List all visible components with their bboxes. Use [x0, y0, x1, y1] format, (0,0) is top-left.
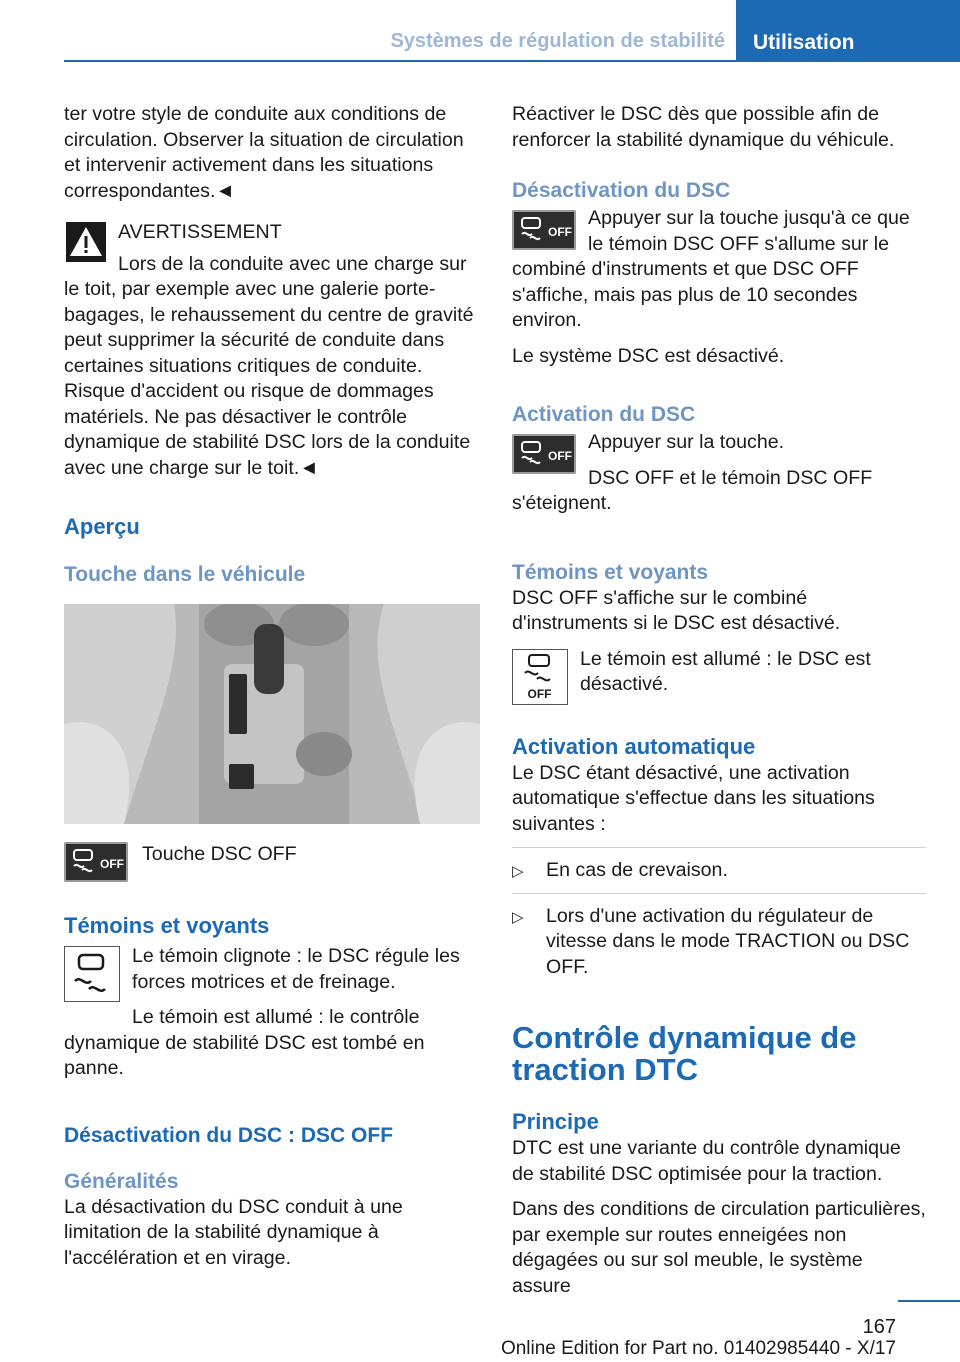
warning-text: Lors de la conduite avec une charge sur le toit, par exemple avec une galerie porte-bagages, le rehaussement du centre de gravité peut supprimer la sécurité de conduite dans certaines situations critiques de conduite. Risque d'accident ou risque de dommages matériels. Ne pas désactiver le contrôle dynamique de stabilité DSC lors de la conduite avec une charge sur le toit.◄: [64, 252, 474, 479]
left-column: [64, 102, 480, 1281]
temoin-block: [64, 944, 480, 1092]
dsc-off-text-3: OFF: [548, 449, 572, 463]
lamp-off-text: OFF: [527, 686, 552, 701]
desactivation-text: Appuyer sur la touche jusqu'à ce que le témoin DSC OFF s'allume sur le combiné d'instruments et que DSC OFF s'affiche, mais pas plus de 10 secondes environ.: [512, 207, 910, 331]
edition-note: Online Edition for Part no. 01402985440 - X/17: [500, 1338, 896, 1359]
activation-text-1: Appuyer sur la touche.: [588, 431, 785, 453]
temoin-off-block: [512, 647, 926, 709]
dsc-off-text: OFF: [100, 857, 124, 871]
subsection-activation-auto: Activation automatique: [512, 733, 756, 759]
touche-caption-block: [64, 842, 480, 886]
right-column: [512, 102, 926, 1309]
dsc-off-text-2: OFF: [548, 225, 572, 239]
warning-block: [64, 220, 480, 491]
auto-text: Le DSC étant désactivé, une activation automatique s'effectue dans les situations suivantes :: [512, 761, 875, 835]
temoin-1-text: Le témoin clignote : le DSC régule les forces motrices et de freinage.: [132, 945, 460, 993]
conditions-text: Dans des conditions de circulation particulières, par exemple sur routes enneigées non dégagées ou sur sol meuble, le système assure: [512, 1198, 926, 1297]
bullet-text: Lors d'une activation du régulateur de vitesse dans le mode TRACTION ou DSC OFF.: [546, 904, 910, 978]
dsc-car-icon: [66, 844, 126, 880]
separator: [512, 847, 926, 848]
console-illustration: [64, 604, 480, 824]
dsc-car-icon-3: [514, 436, 574, 472]
dsc-off-button-icon-3: [512, 434, 576, 474]
page-number: 167: [862, 1316, 896, 1338]
bullet-triangle-icon: ▷: [512, 863, 524, 880]
warning-icon: [66, 222, 106, 262]
list-item: [512, 904, 926, 981]
dsc-off-lamp-icon: [512, 649, 568, 705]
section-desactivation-off: Désactivation du DSC : DSC OFF: [64, 1123, 394, 1147]
principe-text: DTC est une variante du contrôle dynamique de stabilité DSC optimisée pour la traction.: [512, 1137, 901, 1185]
subsection-touche: Touche dans le véhicule: [64, 563, 306, 586]
subsection-temoins-right: Témoins et voyants: [512, 560, 709, 584]
subsection-activation: Activation du DSC: [512, 403, 696, 426]
separator: [512, 893, 926, 894]
bullet-triangle-icon: ▷: [512, 908, 524, 926]
header-section-title: Systèmes de régulation de stabilité: [390, 30, 725, 52]
chapter-dtc-heading: Contrôle dynamique de traction DTC: [512, 1020, 857, 1087]
dsc-off-button-icon-2: [512, 210, 576, 250]
activation-text-2: DSC OFF et le témoin DSC OFF s'éteignent.: [512, 466, 873, 514]
reactivate-text: Réactiver le DSC dès que possible afin de renforcer la stabilité dynamique du véhicule.: [512, 103, 895, 151]
temoins-right-text: DSC OFF s'affiche sur le combiné d'instruments si le DSC est désactivé.: [512, 586, 841, 634]
dsc-car-icon-2: [514, 212, 574, 248]
activation-block: [512, 430, 926, 527]
generalites-text: La désactivation du DSC conduit à une limitation de la stabilité dynamique à l'accélération et en virage.: [64, 1195, 403, 1269]
section-apercu: Aperçu: [64, 514, 140, 539]
desactivation-block: [512, 206, 926, 344]
temoin-2-text: Le témoin est allumé : le contrôle dynamique de stabilité DSC est tombé en panne.: [64, 1006, 425, 1079]
footer-rule: [898, 1300, 960, 1302]
touche-caption: Touche DSC OFF: [142, 843, 297, 865]
temoin-on-text: Le témoin est allumé : le DSC est désactivé.: [580, 647, 871, 695]
section-temoins-left: Témoins et voyants: [64, 913, 270, 938]
subsection-desactivation: Désactivation du DSC: [512, 179, 731, 202]
desactivation-result: Le système DSC est désactivé.: [512, 344, 785, 367]
intro-text: ter votre style de conduite aux conditions de circulation. Observer la situation de circulation et intervenir activement dans les situations correspondantes.◄: [64, 103, 464, 202]
header-tab: [736, 0, 960, 62]
dsc-lamp-icon: [64, 946, 120, 1002]
bullet-text: En cas de crevaison.: [546, 859, 728, 881]
header-tab-label: Utilisation: [753, 31, 855, 54]
dsc-off-button-icon: [64, 842, 128, 882]
console-photo: [64, 604, 480, 824]
subsection-principe: Principe: [512, 1109, 599, 1134]
warning-title: AVERTISSEMENT: [118, 221, 282, 243]
list-item: [512, 858, 926, 885]
subsection-generalites: Généralités: [64, 1169, 179, 1193]
